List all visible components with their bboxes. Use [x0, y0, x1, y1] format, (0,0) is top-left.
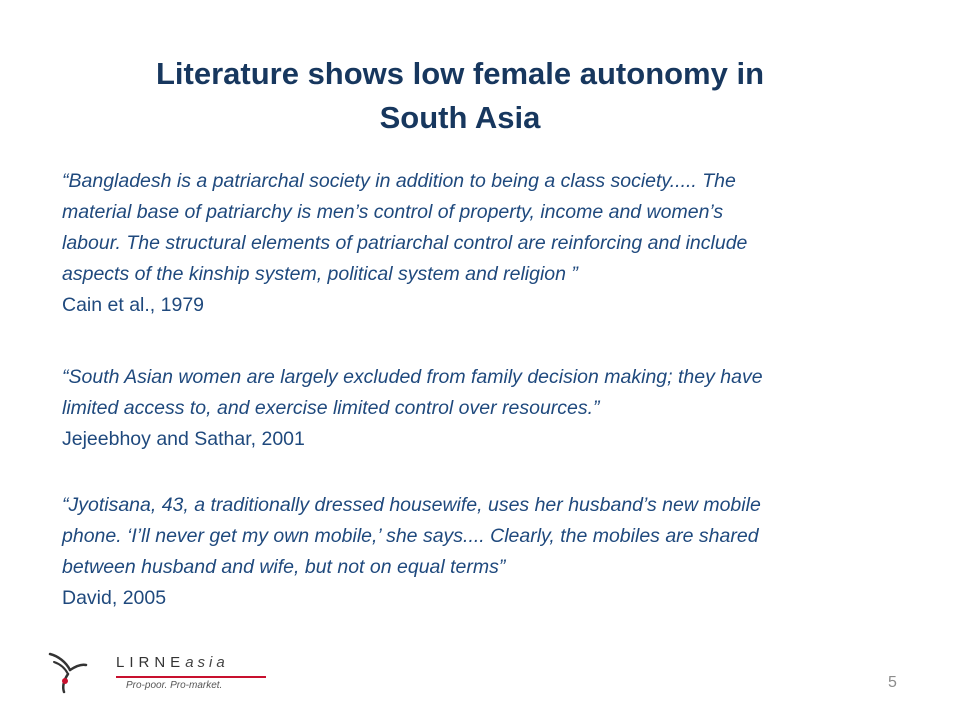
- lirneasia-logo: [48, 648, 238, 696]
- quote-block-cain: [62, 166, 922, 321]
- quote-text: [62, 362, 922, 424]
- quote-citation: Jejeebhoy and Sathar, 2001: [62, 428, 305, 450]
- quote-block-jejeebhoy: [62, 362, 922, 455]
- quote-line: “Bangladesh is a patriarchal society in addition to being a class society..... The: [62, 170, 736, 192]
- page-number: 5: [888, 674, 897, 691]
- quote-line: between husband and wife, but not on equal terms”: [62, 556, 506, 578]
- quote-line: “Jyotisana, 43, a traditionally dressed housewife, uses her husband’s new mobile: [62, 494, 761, 516]
- logo-name-suffix: asia: [185, 654, 229, 671]
- quote-line: phone. ‘I’ll never get my own mobile,’ she says.... Clearly, the mobiles are shared: [62, 525, 759, 547]
- quote-citation: Cain et al., 1979: [62, 294, 205, 316]
- quote-line: “South Asian women are largely excluded from family decision making; they have: [62, 366, 763, 388]
- logo-name: [116, 654, 229, 671]
- slide-title: [60, 52, 860, 140]
- quote-text: [62, 490, 922, 583]
- quote-line: aspects of the kinship system, political system and religion ”: [62, 263, 578, 285]
- logo-divider: [116, 676, 266, 678]
- quote-block-david: [62, 490, 922, 614]
- quote-line: limited access to, and exercise limited control over resources.”: [62, 397, 600, 419]
- quote-line: material base of patriarchy is men’s control of property, income and women’s: [62, 201, 724, 223]
- quote-text: [62, 166, 922, 290]
- logo-tagline: Pro-poor. Pro-market.: [126, 680, 223, 691]
- lirneasia-logo-mark-icon: [48, 648, 88, 696]
- logo-name-prefix: LIRNE: [116, 654, 186, 671]
- quote-line: labour. The structural elements of patriarchal control are reinforcing and include: [62, 232, 748, 254]
- slide-title-line-1: Literature shows low female autonomy in: [155, 56, 765, 91]
- quote-citation: David, 2005: [62, 587, 167, 609]
- slide-title-line-2: South Asia: [379, 100, 541, 135]
